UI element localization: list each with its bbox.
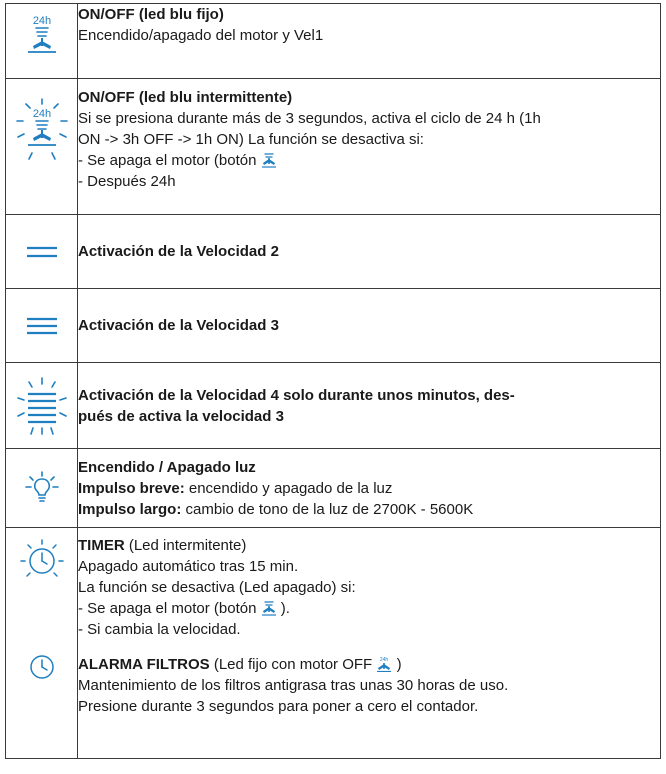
row-light (6, 449, 661, 528)
row-line-suffix: ). (280, 600, 290, 617)
row-line-text: - Se apaga el motor (botón (78, 152, 257, 169)
row-on-off-blinking (6, 79, 661, 215)
row-line: Apagado automático tras 15 min. (78, 558, 299, 575)
row-title: Activación de la Velocidad 3 (78, 317, 279, 334)
light-bulb-icon (6, 470, 77, 506)
row-line (78, 478, 660, 499)
text-cell (78, 4, 661, 79)
motor-24h-icon (6, 12, 77, 58)
svg-text:24h: 24h (32, 15, 51, 27)
icon-cell (6, 215, 78, 289)
text-cell (78, 449, 661, 528)
long-press-text: cambio de tono de la luz de 2700K - 5600K (185, 500, 474, 518)
icon-cell (6, 4, 78, 79)
row-line (78, 598, 660, 619)
icon-cell (6, 363, 78, 449)
row-line (78, 499, 660, 520)
timer-note: (Led intermitente) (128, 537, 247, 554)
row-line: Si se presiona durante más de 3 segundos, activa el ciclo de 24 h (1h (78, 110, 541, 127)
motor-button-icon (261, 600, 277, 616)
filters-title-line (78, 654, 660, 675)
filters-note-suffix: ) (396, 656, 402, 673)
short-press-label: Impulso breve: (78, 479, 185, 497)
row-line: ON -> 3h OFF -> 1h ON) La función se desactiva si: (78, 131, 424, 148)
row-speed-2 (6, 215, 661, 289)
svg-text:24h: 24h (380, 657, 389, 663)
text-cell (78, 363, 661, 449)
timer-title: TIMER (78, 537, 125, 554)
text-cell (78, 289, 661, 363)
row-title: ON/OFF (led blu intermittente) (78, 89, 293, 106)
row-line: Presione durante 3 segundos para poner a cero el contador. (78, 698, 479, 715)
motor-24h-icon (376, 656, 392, 672)
filter-alarm-clock-icon (6, 653, 77, 681)
spacer (78, 640, 660, 654)
row-line: Mantenimiento de los filtros antigrasa tras unas 30 horas de uso. (78, 677, 509, 694)
row-speed-3 (6, 289, 661, 363)
row-on-off-fixed (6, 4, 661, 79)
text-cell (78, 215, 661, 289)
row-title-line: Activación de la Velocidad 4 solo durante unos minutos, des- (78, 386, 515, 404)
icon-cell (6, 449, 78, 528)
icon-cell (6, 528, 78, 759)
speed-3-icon (6, 316, 77, 336)
row-line: Encendido/apagado del motor y Vel1 (78, 27, 324, 44)
row-timer-filters (6, 528, 661, 759)
icon-cell (6, 79, 78, 215)
motor-button-icon (261, 152, 277, 168)
row-line: - Después 24h (78, 173, 176, 190)
row-title: ON/OFF (led blu fijo) (78, 6, 224, 23)
row-line-text: - Se apaga el motor (botón (78, 600, 257, 617)
row-title-line: pués de activa la velocidad 3 (78, 407, 284, 425)
row-line: - Si cambia la velocidad. (78, 621, 241, 638)
text-cell (78, 79, 661, 215)
row-line: La función se desactiva (Led apagado) si: (78, 579, 356, 596)
filters-note: (Led fijo con motor OFF (213, 656, 373, 673)
filters-title: ALARMA FILTROS (78, 656, 210, 673)
motor-24h-blinking-icon (6, 97, 77, 167)
svg-text:24h: 24h (32, 108, 51, 120)
text-cell (78, 528, 661, 759)
short-press-text: encendido y apagado de la luz (188, 479, 393, 497)
row-title: Encendido / Apagado luz (78, 458, 256, 476)
function-table (5, 3, 661, 759)
timer-title-line (78, 535, 660, 556)
icon-cell (6, 289, 78, 363)
row-speed-4 (6, 363, 661, 449)
speed-2-icon (6, 245, 77, 259)
row-title: Activación de la Velocidad 2 (78, 243, 279, 260)
speed-4-boost-icon (6, 376, 77, 436)
row-line (78, 150, 660, 171)
timer-clock-icon (6, 539, 77, 583)
long-press-label: Impulso largo: (78, 500, 182, 518)
